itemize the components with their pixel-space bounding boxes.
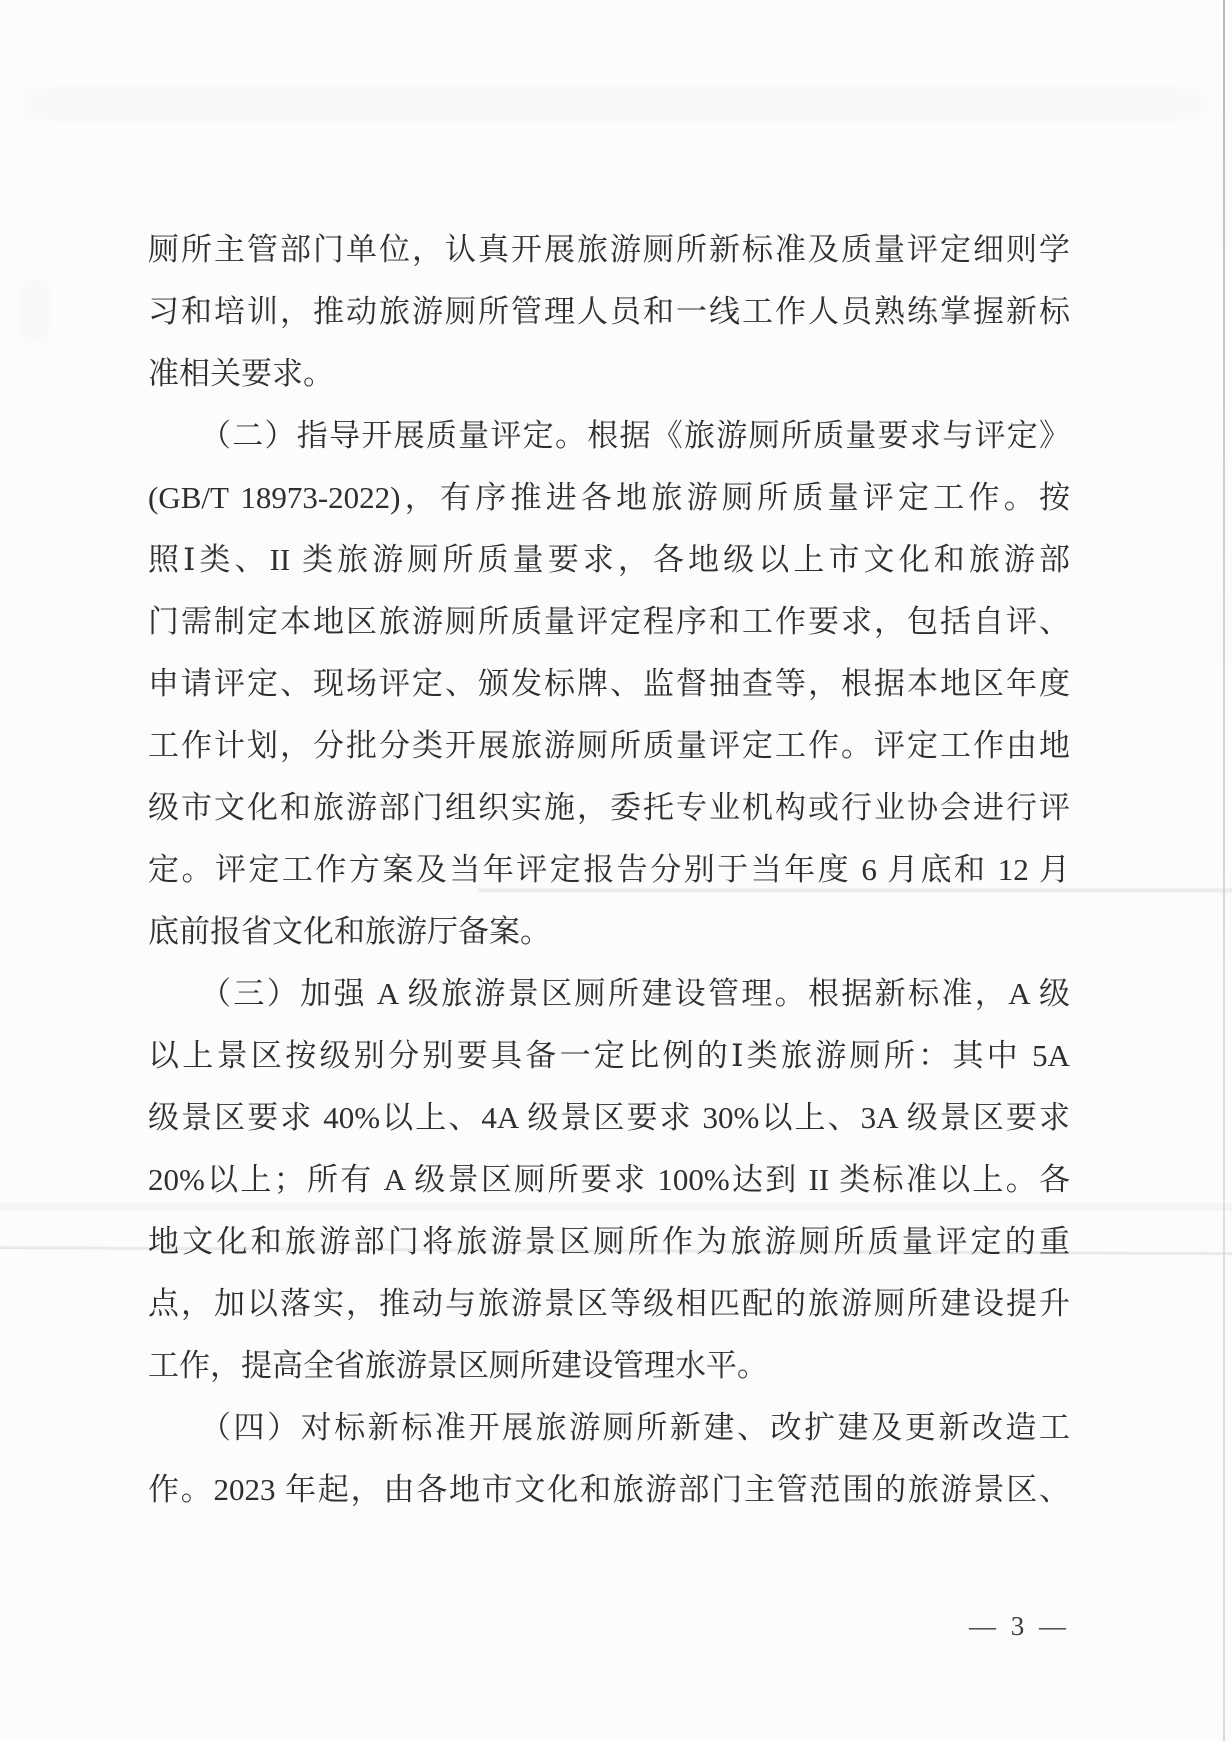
text-line: （三）加强 A 级旅游景区厕所建设管理。根据新标准，A 级 (200, 976, 1070, 1011)
text-line: 申请评定、现场评定、颁发标牌、监督抽查等，根据本地区年度 (148, 666, 1070, 701)
scan-edge-line (1223, 0, 1225, 1741)
scan-ghost-band (24, 90, 1204, 118)
text-line: 照Ⅰ类、II 类旅游厕所质量要求，各地级以上市文化和旅游部 (148, 542, 1070, 577)
text-line: 以上景区按级别分别要具备一定比例的Ⅰ类旅游厕所：其中 5A (148, 1038, 1070, 1073)
text-line: 点，加以落实，推动与旅游景区等级相匹配的旅游厕所建设提升 (148, 1286, 1070, 1321)
text-line: 作。2023 年起，由各地市文化和旅游部门主管范围的旅游景区、 (148, 1472, 1070, 1507)
text-line: 定。评定工作方案及当年评定报告分别于当年度 6 月底和 12 月 (148, 852, 1070, 887)
text-line: 20%以上；所有 A 级景区厕所要求 100%达到 II 类标准以上。各 (148, 1162, 1070, 1197)
text-line: 准相关要求。 (148, 356, 334, 391)
document-body (148, 219, 1070, 1521)
text-line: 工作计划，分批分类开展旅游厕所质量评定工作。评定工作由地 (148, 728, 1070, 763)
page-number: — 3 — (969, 1611, 1070, 1641)
text-line: 习和培训，推动旅游厕所管理人员和一线工作人员熟练掌握新标 (148, 294, 1070, 329)
text-line: (GB/T 18973-2022)，有序推进各地旅游厕所质量评定工作。按 (148, 480, 1070, 515)
text-line: 厕所主管部门单位，认真开展旅游厕所新标准及质量评定细则学 (148, 232, 1070, 267)
text-line: 级景区要求 40%以上、4A 级景区要求 30%以上、3A 级景区要求 (148, 1100, 1070, 1135)
text-line: 底前报省文化和旅游厅备案。 (148, 914, 551, 949)
text-line: 工作，提高全省旅游景区厕所建设管理水平。 (148, 1348, 768, 1383)
text-line: （二）指导开展质量评定。根据《旅游厕所质量要求与评定》 (200, 418, 1070, 453)
text-line: 门需制定本地区旅游厕所质量评定程序和工作要求，包括自评、 (148, 604, 1070, 639)
text-line: 地文化和旅游部门将旅游景区厕所作为旅游厕所质量评定的重 (148, 1224, 1070, 1259)
text-line: 级市文化和旅游部门组织实施，委托专业机构或行业协会进行评 (148, 790, 1070, 825)
text-line: （四）对标新标准开展旅游厕所新建、改扩建及更新改造工 (200, 1410, 1070, 1445)
scan-ghost-smudge (22, 280, 48, 340)
